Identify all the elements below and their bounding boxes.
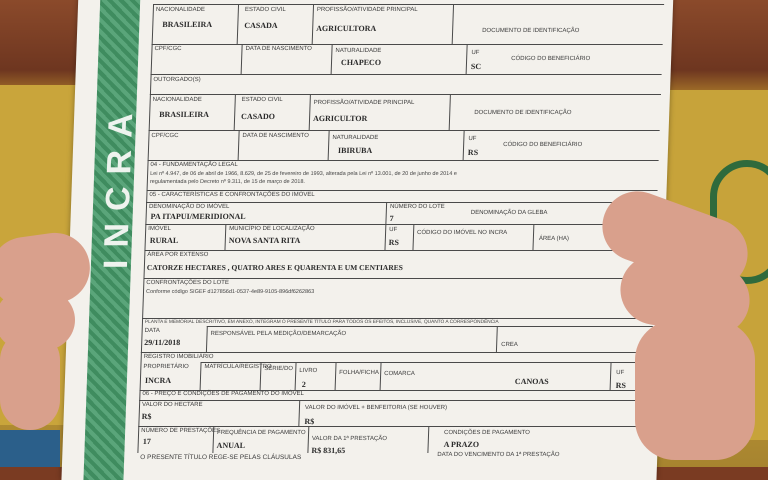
primeira-prestacao-label: VALOR DA 1ª PRESTAÇÃO (311, 436, 388, 442)
serie-label: SÉRIE/DO (264, 366, 294, 372)
codigo-label: CÓDIGO DO IMÓVEL NO INCRA (416, 230, 508, 236)
profissao-value: AGRICULTORA (316, 24, 377, 33)
codigo-cell (412, 224, 534, 251)
confrontacoes-label: CONFRONTAÇÕES DO LOTE (146, 280, 229, 286)
section-05-title: 05 - CARACTERÍSTICAS E CONFRONTAÇÕES DO IMÓVEL (149, 192, 315, 198)
numero-prestacoes-label: NÚMERO DE PRESTAÇÕES (141, 428, 221, 434)
frequencia-value: ANUAL (216, 441, 246, 450)
nascimento-2-label: DATA DE NASCIMENTO (242, 133, 309, 139)
comarca-value: CANOAS (514, 377, 549, 386)
estado-civil-label: ESTADO CIVIL (244, 7, 286, 13)
footer-line: O PRESENTE TÍTULO REGE-SE PELAS CLÁUSULAS (140, 454, 302, 461)
security-stripe-text: INCRA (96, 101, 141, 269)
naturalidade-2-value: IBIRUBA (337, 146, 373, 155)
uf-value: SC (470, 62, 482, 71)
profissao-label: PROFISSÃO/ATIVIDADE PRINCIPAL (316, 7, 418, 13)
matricula-label: MATRÍCULA/REGISTRO (204, 364, 272, 370)
crea-label: CREA (501, 342, 518, 348)
planta-line: PLANTA E MEMORIAL DESCRITIVO, EM ANEXO, INTEGRAM O PRESENTE TÍTULO PARA TODOS OS EFEITOS, INCLUSIVE, QUANTO A CORRESPONDÊNCIA (144, 320, 499, 325)
nacionalidade-2-label: NACIONALIDADE (152, 97, 202, 103)
beneficiario-2-label: CÓDIGO DO BENEFICIÁRIO (503, 142, 583, 148)
form-grid (136, 0, 663, 480)
uf-4-value: RS (615, 381, 627, 390)
confrontacoes-value: Conforme código SIGEF d127856d1-0537-4e89-9105-896df6262863 (145, 289, 315, 295)
frequencia-label: FREQUÊNCIA DE PAGAMENTO (216, 430, 306, 436)
numero-prestacoes-value: 17 (142, 437, 151, 446)
nacionalidade-2-value: BRASILEIRA (159, 110, 210, 119)
naturalidade-2-label: NATURALIDADE (332, 135, 379, 141)
area-label: ÁREA (HA) (538, 236, 569, 242)
outorgado-label: OUTORGADO(S) (153, 77, 201, 83)
uf-3-label: UF (389, 227, 398, 233)
naturalidade-label: NATURALIDADE (335, 48, 382, 54)
estado-civil-value: CASADA (244, 21, 278, 30)
uf-4-label: UF (616, 370, 625, 376)
sleeve (0, 430, 60, 467)
livro-value: 2 (301, 380, 306, 389)
numero-lote-value: 7 (389, 214, 394, 223)
documento-cell (452, 4, 664, 45)
comarca-label: COMARCA (384, 371, 415, 377)
area-extenso-value: CATORZE HECTARES , QUATRO ARES E QUARENTA E UM CENTIARES (146, 263, 404, 272)
folha-label: FOLHA/FICHA (339, 370, 379, 376)
responsavel-label: RESPONSÁVEL PELA MEDIÇÃO/DEMARCAÇÃO (210, 331, 347, 337)
denominacao-value: PA ITAPUI/MERIDIONAL (150, 212, 246, 221)
documento-2-label: DOCUMENTO DE IDENTIFICAÇÃO (474, 110, 572, 116)
beneficiario-label: CÓDIGO DO BENEFICIÁRIO (511, 56, 591, 62)
uf-label: UF (471, 50, 480, 56)
imovel-label: IMÓVEL (148, 226, 172, 232)
profissao-2-value: AGRICULTOR (312, 114, 368, 123)
data-label: DATA (144, 328, 160, 334)
registro-title: REGISTRO IMOBILIÁRIO (143, 354, 214, 360)
municipio-label: MUNICÍPIO DE LOCALIZAÇÃO (229, 226, 315, 232)
uf-2-value: RS (467, 148, 479, 157)
denominacao-gleba-label: DENOMINAÇÃO DA GLEBA (470, 210, 548, 216)
proprietario-label: PROPRIETÁRIO (143, 364, 189, 370)
denominacao-label: DENOMINAÇÃO DO IMÓVEL (148, 204, 230, 210)
left-hand-palm (0, 330, 60, 430)
valor-imovel-label: VALOR DO IMÓVEL + BENFEITORIA (SE HOUVER) (304, 405, 448, 411)
imovel-value: RURAL (149, 236, 179, 245)
valor-imovel-value: R$ (304, 417, 315, 426)
land-title-document (61, 0, 673, 480)
numero-lote-label: NÚMERO DO LOTE (389, 204, 445, 210)
condicoes-value: A PRAZO (443, 440, 480, 449)
area-extenso-label: ÁREA POR EXTENSO (147, 252, 209, 258)
crea-cell (496, 326, 653, 353)
cpf-2-label: CPF/CGC (151, 133, 179, 139)
uf-3-value: RS (388, 238, 400, 247)
municipio-value: NOVA SANTA RITA (228, 236, 301, 245)
condicoes-label: CONDIÇÕES DE PAGAMENTO (443, 430, 530, 436)
estado-civil-2-value: CASADO (240, 112, 276, 121)
nascimento-label: DATA DE NASCIMENTO (245, 46, 312, 52)
nacionalidade-label: NACIONALIDADE (155, 7, 205, 13)
uf-2-label: UF (468, 136, 477, 142)
data-value: 29/11/2018 (144, 338, 181, 347)
folha-cell (335, 362, 382, 391)
cpf-label: CPF/CGC (154, 46, 182, 52)
vencimento-label: DATA DO VENCIMENTO DA 1ª PRESTAÇÃO (437, 452, 560, 458)
valor-hectare-value: R$ (141, 412, 152, 421)
valor-hectare-label: VALOR DO HECTARE (141, 402, 203, 408)
naturalidade-value: CHAPECO (340, 58, 382, 67)
estado-civil-2-label: ESTADO CIVIL (241, 97, 283, 103)
section-06-title: 06 - PREÇO E CONDIÇÕES DE PAGAMENTO DO IMÓVEL (142, 391, 305, 397)
row-3 (150, 74, 662, 95)
profissao-2-label: PROFISSÃO/ATIVIDADE PRINCIPAL (313, 100, 415, 106)
section-04-line-1: Lei nº 4.947, de 06 de abril de 1966, 8.629, de 25 de fevereiro de 1993, alterada pela Lei nº 13.001, de 20 de junho de 2014 e (150, 171, 458, 177)
right-hand-palm (635, 320, 755, 460)
documento-label: DOCUMENTO DE IDENTIFICAÇÃO (482, 28, 580, 34)
primeira-prestacao-value: R$ 831,65 (311, 446, 346, 455)
section-04-title: 04 - FUNDAMENTAÇÃO LEGAL (150, 162, 238, 168)
proprietario-value: INCRA (144, 376, 172, 385)
nacionalidade-value: BRASILEIRA (162, 20, 213, 29)
section-04-line-2: regulamentada pelo Decreto nº 9.311, de 15 de março de 2018. (149, 179, 306, 185)
livro-label: LIVRO (299, 368, 318, 374)
